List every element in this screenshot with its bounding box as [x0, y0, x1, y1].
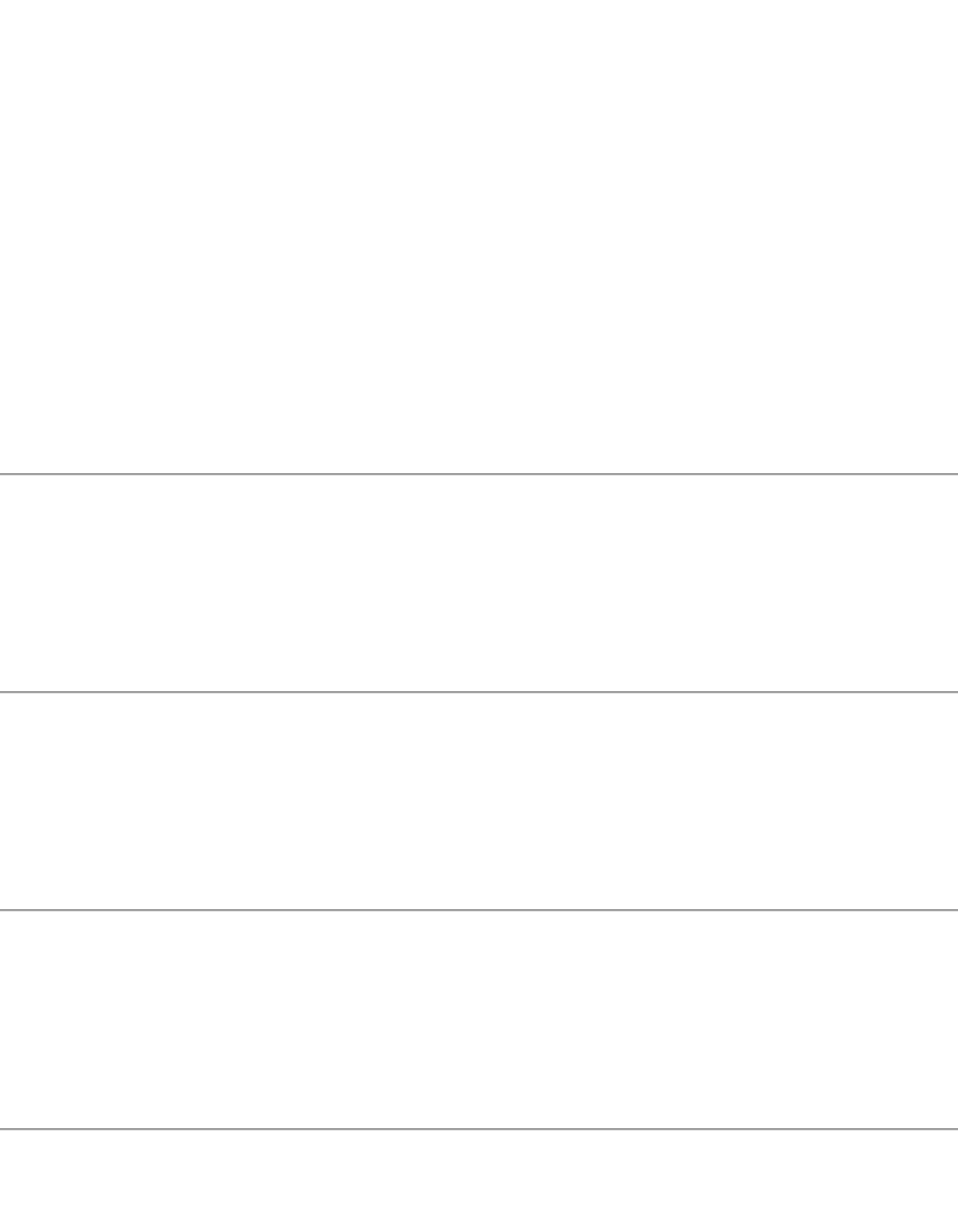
dnf-row — [0, 336, 960, 357]
divider — [0, 473, 958, 476]
divider — [0, 691, 958, 694]
divider — [0, 909, 958, 912]
dns-row — [0, 378, 960, 399]
divider — [0, 1128, 958, 1131]
dnf-block — [0, 315, 960, 420]
dns-row — [0, 399, 960, 420]
